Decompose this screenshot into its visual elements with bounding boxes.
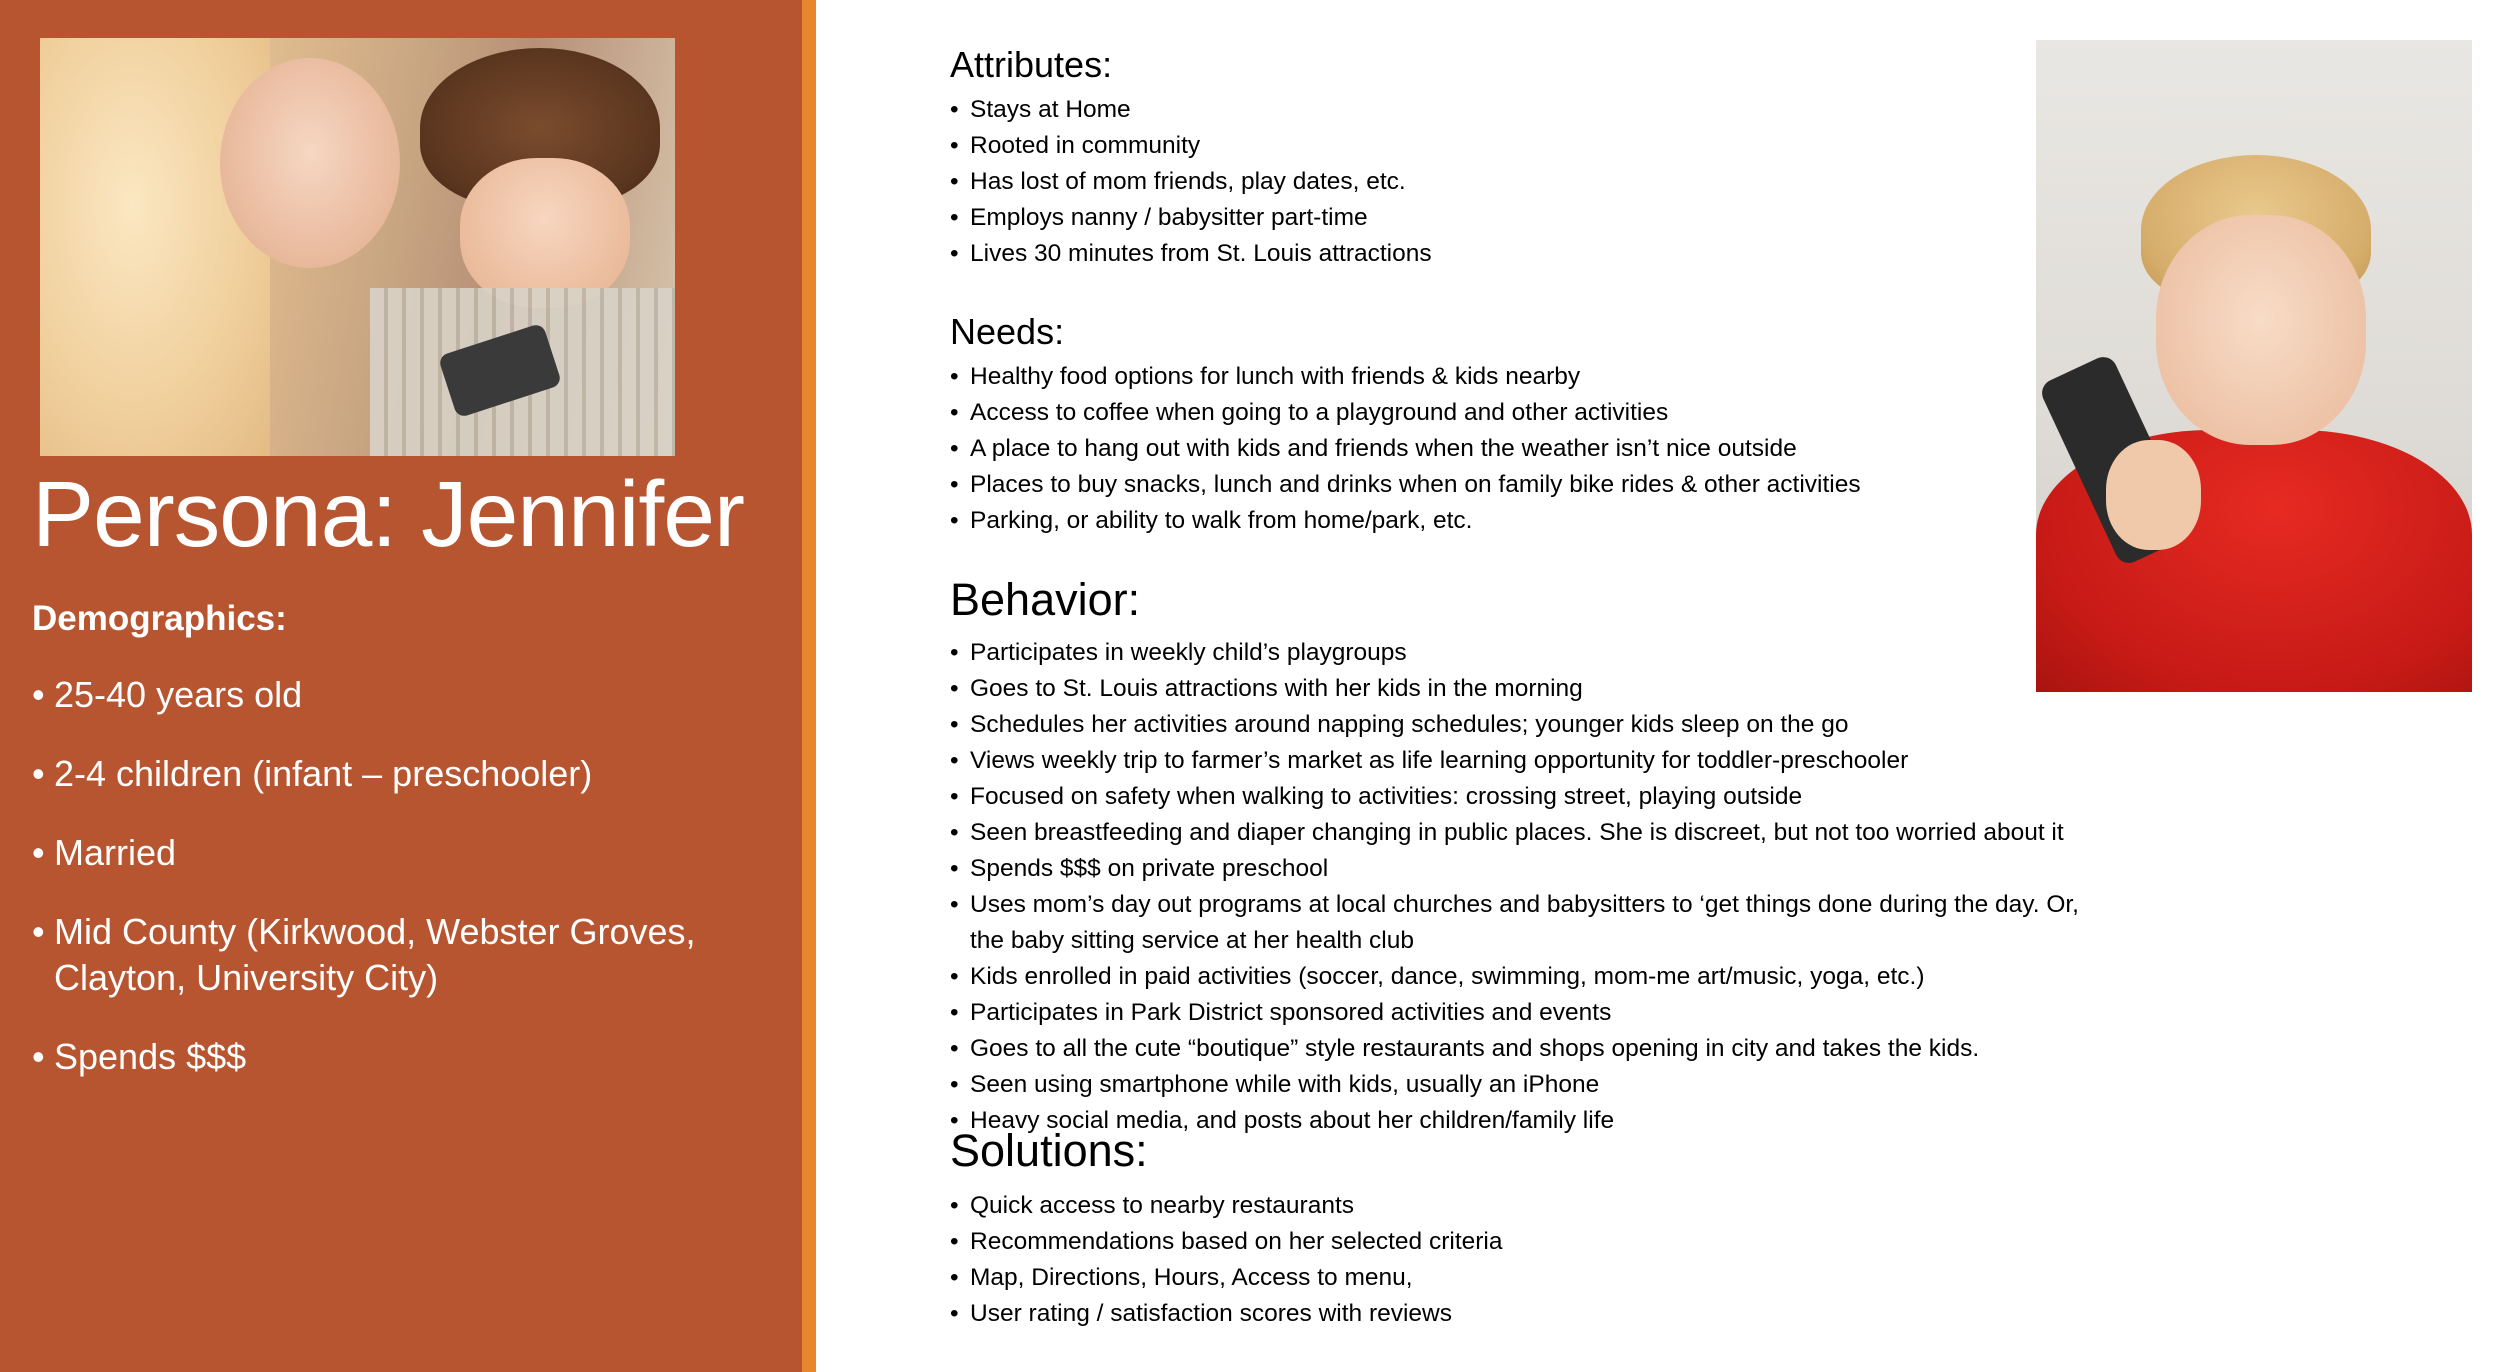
list-item: • Spends $$$ on private preschool <box>950 851 2090 887</box>
needs-heading: Needs: <box>950 311 1065 352</box>
list-item: • Heavy social media, and posts about her children/family life <box>950 1103 2090 1139</box>
behavior-list <box>950 635 2090 1139</box>
list-item: • Spends $$$ <box>32 1034 772 1080</box>
toddler-with-phone-photo <box>2036 40 2472 692</box>
list-item: • Has lost of mom friends, play dates, etc. <box>950 164 1432 200</box>
list-item: • Focused on safety when walking to activities: crossing street, playing outside <box>950 779 2090 815</box>
demographics-heading: Demographics: <box>32 599 287 638</box>
page-title: Persona: Jennifer <box>32 462 744 566</box>
list-item: • Quick access to nearby restaurants <box>950 1188 1502 1224</box>
demographics-list <box>32 672 772 1113</box>
list-item: • Married <box>32 830 772 876</box>
list-item: • Seen using smartphone while with kids, usually an iPhone <box>950 1067 2090 1103</box>
list-item: • Mid County (Kirkwood, Webster Groves, Clayton, University City) <box>32 909 772 1001</box>
needs-list <box>950 359 1861 539</box>
list-item: • 25-40 years old <box>32 672 772 718</box>
list-item: • Parking, or ability to walk from home/park, etc. <box>950 503 1861 539</box>
list-item: • A place to hang out with kids and friends when the weather isn’t nice outside <box>950 431 1861 467</box>
list-item: • Rooted in community <box>950 128 1432 164</box>
accent-bar <box>802 0 816 1372</box>
mother-and-child-photo <box>40 38 675 456</box>
list-item: • Goes to all the cute “boutique” style restaurants and shops opening in city and takes the kids. <box>950 1031 2090 1067</box>
list-item: • Lives 30 minutes from St. Louis attractions <box>950 236 1432 272</box>
list-item: • Stays at Home <box>950 92 1432 128</box>
attributes-list <box>950 92 1432 272</box>
list-item: • Schedules her activities around napping schedules; younger kids sleep on the go <box>950 707 2090 743</box>
list-item: • Places to buy snacks, lunch and drinks when on family bike rides & other activities <box>950 467 1861 503</box>
solutions-list <box>950 1188 1502 1332</box>
list-item: • Participates in Park District sponsored activities and events <box>950 995 2090 1031</box>
attributes-heading: Attributes: <box>950 44 1113 85</box>
list-item: • User rating / satisfaction scores with reviews <box>950 1296 1502 1332</box>
list-item: • Views weekly trip to farmer’s market as life learning opportunity for toddler-preschooler <box>950 743 2090 779</box>
list-item: • Uses mom’s day out programs at local churches and babysitters to ‘get things done during the day. Or, the baby sitting service at her health club <box>950 887 2090 959</box>
list-item: • Seen breastfeeding and diaper changing in public places. She is discreet, but not too worried about it <box>950 815 2090 851</box>
list-item: • Healthy food options for lunch with friends & kids nearby <box>950 359 1861 395</box>
list-item: • Kids enrolled in paid activities (soccer, dance, swimming, mom-me art/music, yoga, etc.) <box>950 959 2090 995</box>
solutions-heading: Solutions: <box>950 1125 1148 1176</box>
list-item: • Recommendations based on her selected criteria <box>950 1224 1502 1260</box>
list-item: • Employs nanny / babysitter part-time <box>950 200 1432 236</box>
list-item: • Goes to St. Louis attractions with her kids in the morning <box>950 671 2090 707</box>
list-item: • Map, Directions, Hours, Access to menu, <box>950 1260 1502 1296</box>
behavior-heading: Behavior: <box>950 574 1141 625</box>
list-item: • Participates in weekly child’s playgroups <box>950 635 2090 671</box>
list-item: • Access to coffee when going to a playground and other activities <box>950 395 1861 431</box>
list-item: • 2-4 children (infant – preschooler) <box>32 751 772 797</box>
